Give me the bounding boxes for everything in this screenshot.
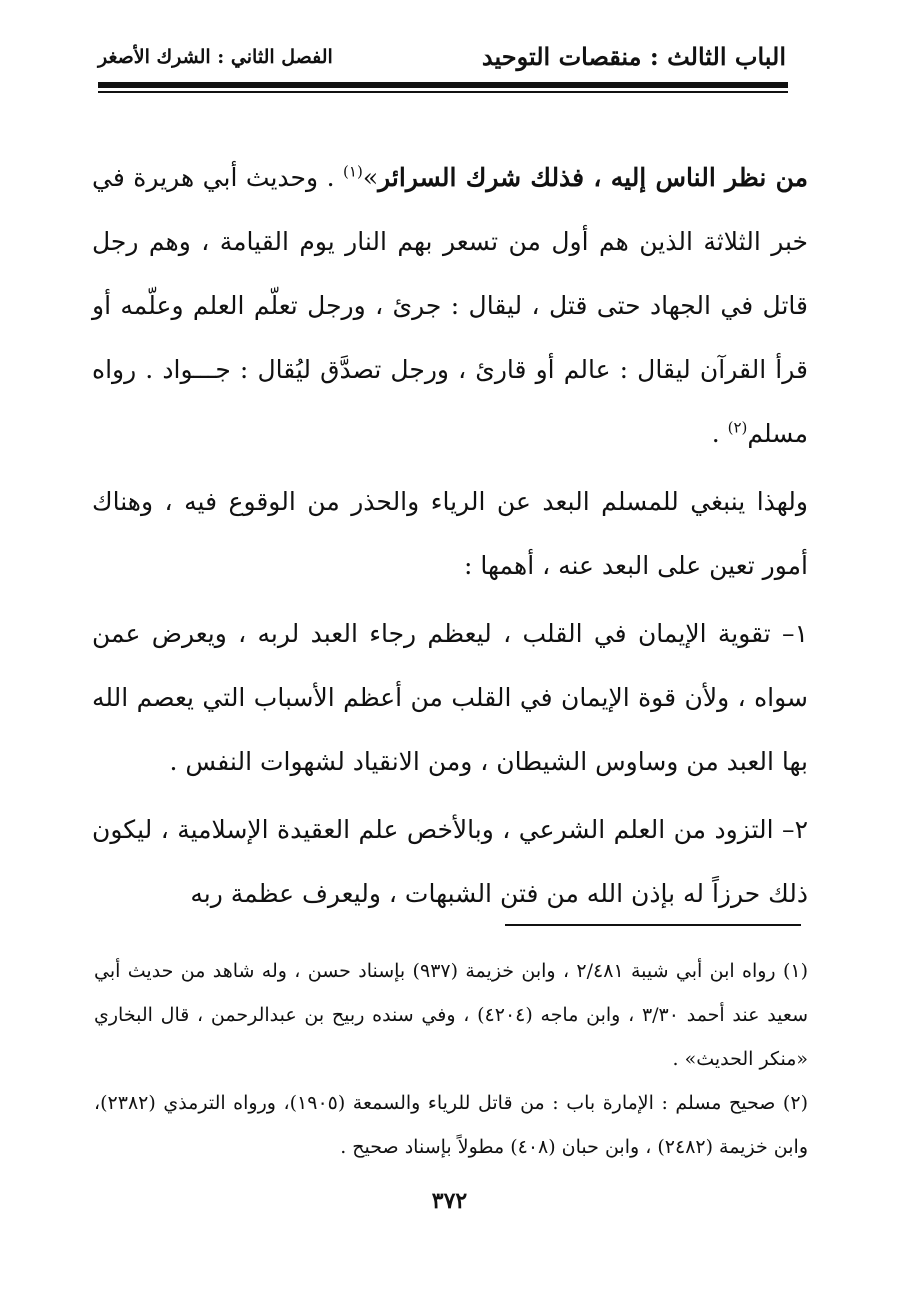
running-header xyxy=(98,42,786,76)
list-item-1: ١– تقوية الإيمان في القلب ، ليعظم رجاء العبد لربه ، ويعرض عمن سواه ، ولأن قوة الإيمان في القلب من أعظم الأسباب التي يعصم الله بها العبد من وساوس الشيطان ، ومن الانقياد لشهوات النفس . xyxy=(92,619,808,776)
quote-end-mark: » xyxy=(362,163,379,192)
paragraph-1-text: . وحديث أبي هريرة في خبر الثلاثة الذين هم أول من تسعر بهم النار يوم القيامة ، وهم رجل قاتل في الجهاد حتى قتل ، ليقال : جرئ ، ورجل تعلّم العلم وعلّمه أو قرأ القرآن ليقال : عالم أو قارئ ، ورجل تصدَّق ليُقال : جـــواد . رواه مسلم xyxy=(92,163,808,448)
paragraph-1-end: . xyxy=(711,419,728,448)
footnote-1: (١) رواه ابن أبي شيبة ٢/٤٨١ ، وابن خزيمة (٩٣٧) بإسناد حسن ، وله شاهد من حديث أبي سعيد عند أحمد ٣/٣٠ ، وابن ماجه (٤٢٠٤) ، وفي سنده ربيح بن عبدالرحمن ، قال البخاري «منكر الحديث» . xyxy=(94,960,809,1070)
header-rule-thin xyxy=(98,91,788,93)
footnote-ref-2[interactable]: (٢) xyxy=(727,418,748,437)
chapter-title: الباب الثالث : منقصات التوحيد xyxy=(481,42,786,71)
header-rule-thick xyxy=(98,82,788,88)
page-number: ٣٧٢ xyxy=(431,1188,468,1214)
footnote-2: (٢) صحيح مسلم : الإمارة باب : من قاتل للرياء والسمعة (١٩٠٥)، ورواه الترمذي (٢٣٨٢)، وابن خزيمة (٢٤٨٢) ، وابن حبان (٤٠٨) مطولاً بإسناد صحيح . xyxy=(94,1092,808,1158)
section-title: الفصل الثاني : الشرك الأصغر xyxy=(98,46,333,68)
footnotes xyxy=(94,949,808,1169)
footnote-separator xyxy=(505,924,801,926)
list-item-2: ٢– التزود من العلم الشرعي ، وبالأخص علم العقيدة الإسلامية ، ليكون ذلك حرزاً له بإذن الله من فتن الشبهات ، وليعرف عظمة ربه xyxy=(92,815,808,908)
quote-bold: من نظر الناس إليه ، فذلك شرك السرائر xyxy=(378,163,808,192)
main-text xyxy=(92,146,808,926)
paragraph-2: ولهذا ينبغي للمسلم البعد عن الرياء والحذر من الوقوع فيه ، وهناك أمور تعين على البعد عنه ، أهمها : xyxy=(92,487,808,580)
paragraph-1 xyxy=(92,146,808,466)
footnote-ref-1[interactable]: (١) xyxy=(343,162,363,181)
